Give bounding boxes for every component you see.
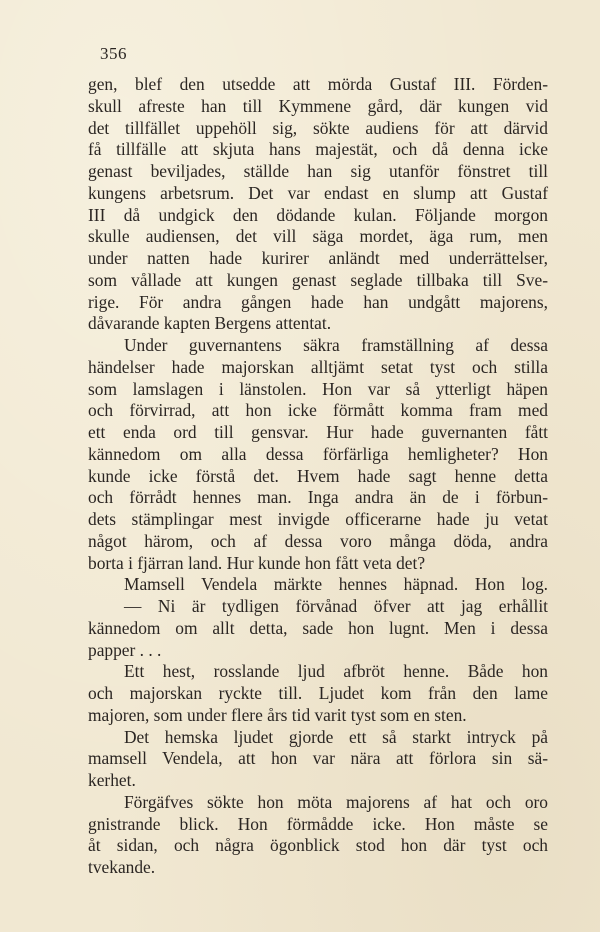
text-line: mamsell Vendela, att hon var nära att förlora sin sä- — [88, 748, 548, 769]
text-line: Ett hest, rosslande ljud afbröt henne. Både hon — [124, 661, 548, 682]
text-line: tvekande. — [88, 857, 156, 877]
text-line: Det hemska ljudet gjorde ett så starkt intryck på — [124, 726, 548, 747]
text-line: gen, blef den utsedde att mörda Gustaf III. Förden- — [88, 74, 548, 94]
text-line: dåvarande kapten Bergens attentat. — [88, 313, 332, 334]
text-line: III då undgick den dödande kulan. Följande morgon — [88, 204, 548, 225]
text-line: och majorskan ryckte till. Ljudet kom från den lame — [88, 683, 548, 703]
text-line: — Ni är tydligen förvånad öfver att jag erhållit — [124, 596, 548, 616]
text-line: och förrådt hennes man. Inga andra än de i förbun- — [88, 487, 548, 508]
text-line: det tillfället uppehöll sig, sökte audiens för att därvid — [88, 117, 548, 138]
text-line: dets stämplingar mest invigde officerarne hade ju vetat — [88, 509, 548, 529]
text-line: händelser hade majorskan alltjämt setat tyst och stilla — [88, 356, 548, 377]
text-line: under natten hade kurirer anländt med underrättelser, — [88, 248, 548, 268]
text-line: kunde icke förstå det. Hvem hade sagt henne detta — [88, 465, 548, 486]
page-number: 356 — [100, 44, 127, 63]
text-line: papper . . . — [88, 639, 162, 660]
text-line: rige. För andra gången hade han undgått majorens, — [88, 291, 548, 312]
text-line: skulle audiensen, det vill säga mordet, äga rum, men — [88, 226, 548, 247]
text-line: kännedom om allt detta, sade hon lugnt. Men i dessa — [88, 617, 548, 638]
body-text — [88, 74, 548, 879]
text-line: som lamslagen i länstolen. Hon var så ytterligt häpen — [88, 378, 548, 399]
text-line: kerhet. — [88, 770, 136, 790]
text-line: kungens arbetsrum. Det var endast en slump att Gustaf — [88, 182, 548, 203]
text-line: ett enda ord till gensvar. Hur hade guvernanten fått — [88, 422, 548, 442]
text-line: borta i fjärran land. Hur kunde hon fått veta det? — [88, 552, 426, 573]
text-line: Förgäfves sökte hon möta majorens af hat och oro — [124, 791, 548, 812]
text-line: åt sidan, och några ögonblick stod hon där tyst och — [88, 835, 548, 856]
text-line: något härom, och af dessa voro många döda, andra — [88, 530, 548, 551]
text-line: Under guvernantens säkra framställning af dessa — [124, 335, 548, 355]
text-line: få tillfälle att skjuta hans majestät, och då denna icke — [88, 139, 548, 160]
text-line: genast beviljades, ställde han sig utanför fönstret till — [88, 161, 548, 181]
text-line: skull afreste han till Kymmene gård, där kungen vid — [88, 95, 548, 116]
text-line: som vållade att kungen genast seglade tillbaka till Sve- — [88, 269, 548, 290]
text-line: Mamsell Vendela märkte hennes häpnad. Hon log. — [124, 574, 548, 595]
text-line: majoren, som under flere års tid varit tyst som en sten. — [88, 704, 467, 725]
text-line: och förvirrad, att hon icke förmått komma fram med — [88, 400, 548, 421]
text-line: gnistrande blick. Hon förmådde icke. Hon måste se — [88, 813, 548, 834]
text-line: kännedom om alla dessa förfärliga hemligheter? Hon — [88, 443, 548, 464]
